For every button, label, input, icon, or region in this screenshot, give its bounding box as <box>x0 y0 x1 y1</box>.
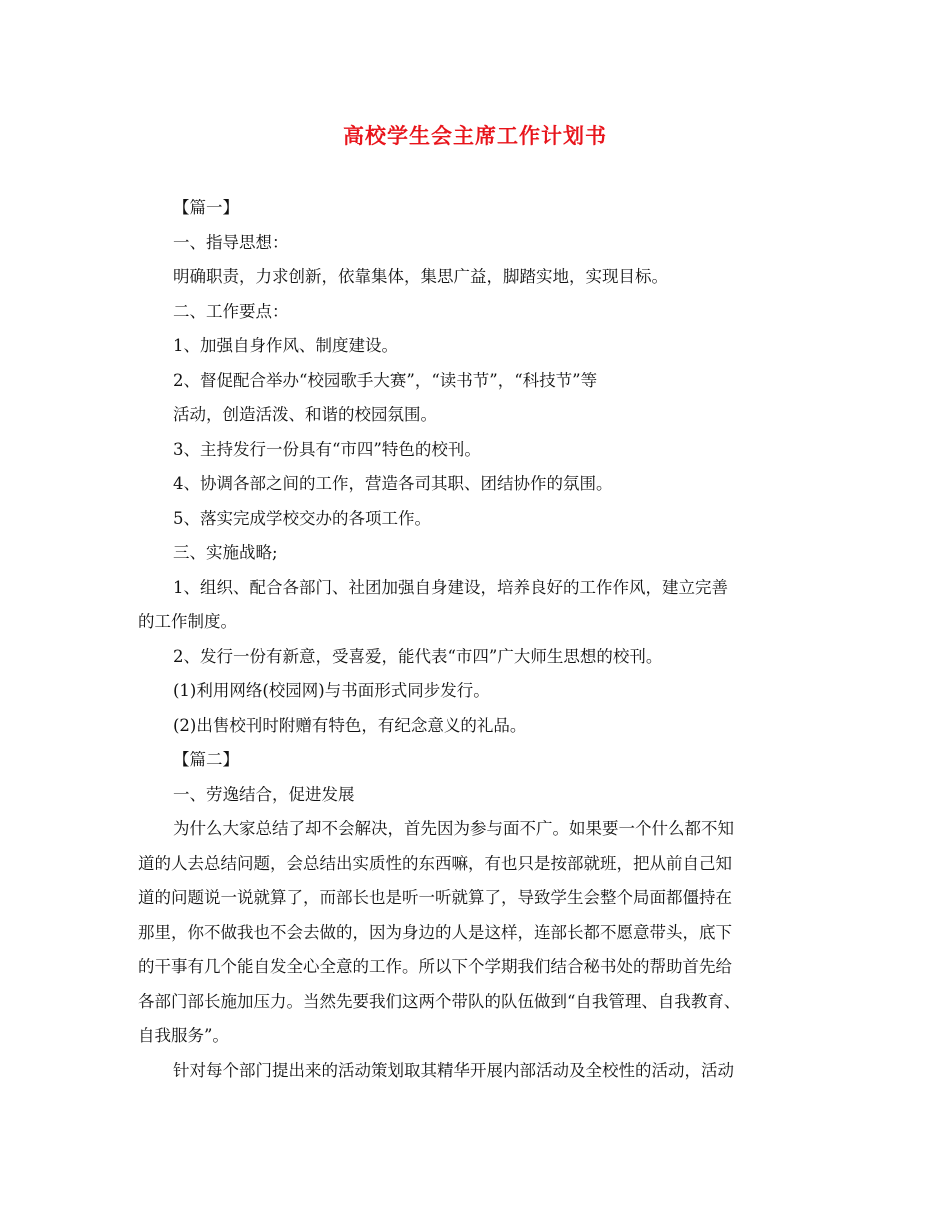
document-line: 一、劳逸结合，促进发展 <box>173 784 355 804</box>
document-line: 4、协调各部之间的工作，营造各司其职、团结协作的氛围。 <box>173 474 613 493</box>
document-line: 的工作制度。 <box>138 612 237 631</box>
document-line: 【篇二】 <box>173 750 239 769</box>
document-line: 2、督促配合举办“校园歌手大赛”，“读书节”，“科技节”等 <box>173 370 598 390</box>
document-line: 的干事有几个能自发全心全意的工作。所以下个学期我们结合秘书处的帮助首先给 <box>138 957 732 976</box>
document-line: 5、落实完成学校交办的各项工作。 <box>173 508 431 528</box>
document-line: 二、工作要点： <box>173 301 289 321</box>
document-line: 为什么大家总结了却不会解决，首先因为参与面不广。如果要一个什么都不知 <box>173 819 734 838</box>
document-body <box>138 191 828 1088</box>
document-title: 高校学生会主席工作计划书 <box>343 123 607 148</box>
document-line: 1、组织、配合各部门、社团加强自身建设，培养良好的工作作风，建立完善 <box>173 577 728 597</box>
document-line: 道的人去总结问题，会总结出实质性的东西嘛，有也只是按部就班，把从前自己知 <box>138 853 732 873</box>
document-line: (1)利用网络(校园网)与书面形式同步发行。 <box>173 681 490 700</box>
document-line: 各部门部长施加压力。当然先要我们这两个带队的队伍做到“自我管理、自我教育、 <box>138 991 741 1011</box>
document-line: 活动，创造活泼、和谐的校园氛围。 <box>173 405 437 424</box>
document-line: 三、实施战略; <box>173 543 278 562</box>
document-line: 一、指导思想： <box>173 232 289 252</box>
document-line: 那里，你不做我也不会去做的，因为身边的人是这样，连部长都不愿意带头，底下 <box>138 922 732 942</box>
document-line: 3、主持发行一份具有“市四”特色的校刊。 <box>173 439 481 459</box>
document-line: 道的问题说一说就算了，而部长也是听一听就算了，导致学生会整个局面都僵持在 <box>138 888 732 907</box>
document-line: 2、发行一份有新意，受喜爱，能代表“市四”广大师生思想的校刊。 <box>173 646 663 666</box>
document-line: 明确职责，力求创新，依靠集体，集思广益，脚踏实地，实现目标。 <box>173 267 668 286</box>
document-line: 针对每个部门提出来的活动策划取其精华开展内部活动及全校性的活动，活动 <box>173 1060 734 1080</box>
document-line: 1、加强自身作风、制度建设。 <box>173 336 398 355</box>
document-line: 【篇一】 <box>173 198 239 217</box>
document-line: (2)出售校刊时附赠有特色，有纪念意义的礼品。 <box>173 715 527 735</box>
document-line: 自我服务”。 <box>138 1026 229 1045</box>
